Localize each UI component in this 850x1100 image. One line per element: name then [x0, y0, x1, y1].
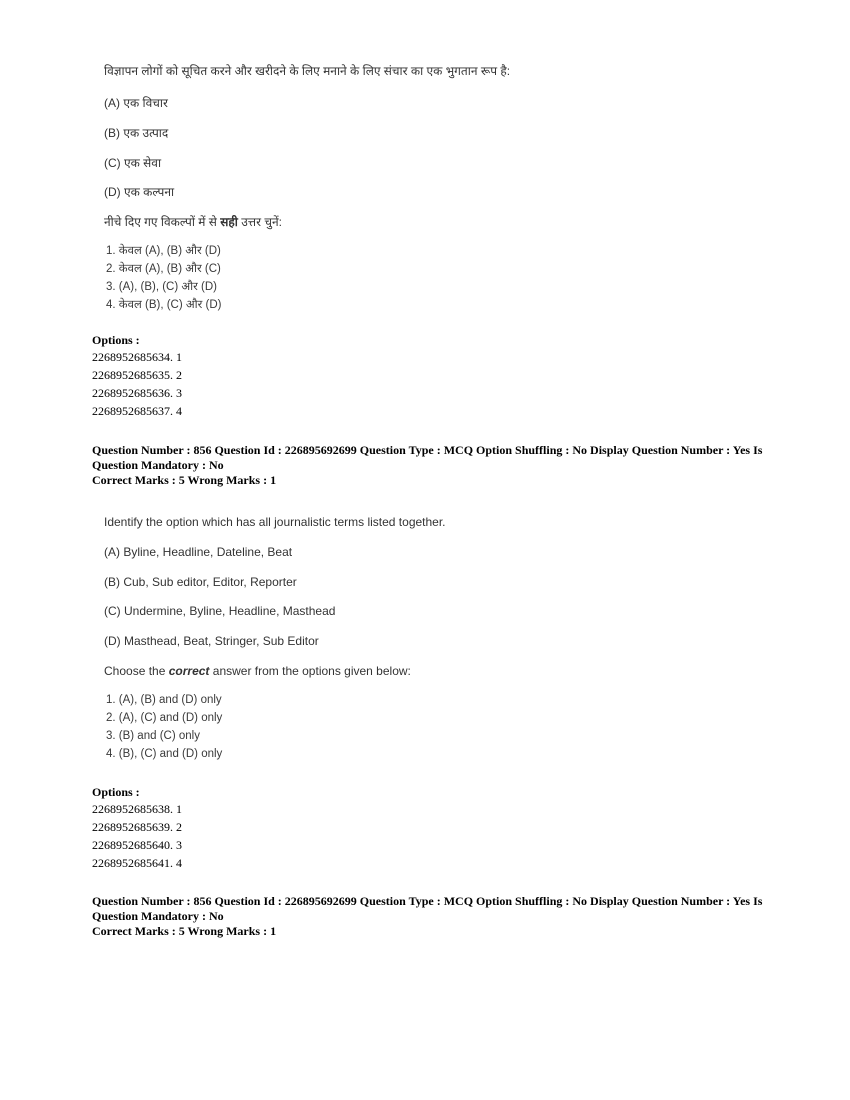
- question-1-option-1: 1. केवल (A), (B) और (D): [106, 245, 221, 257]
- instruction-pre: नीचे दिए गए विकल्पों में से: [104, 215, 217, 229]
- option-id-row: 2268952685641. 4: [92, 856, 182, 870]
- question-1-option-4: 4. केवल (B), (C) और (D): [106, 299, 222, 311]
- option-id-row: 2268952685638. 1: [92, 802, 182, 816]
- question-2-choice-d: (D) Masthead, Beat, Stringer, Sub Editor: [104, 634, 319, 648]
- option-id-row: 2268952685637. 4: [92, 404, 182, 418]
- instruction-pre: Choose the: [104, 664, 166, 678]
- question-1-choice-b: (B) एक उत्पाद: [104, 126, 169, 140]
- question-meta-1: [92, 443, 772, 488]
- question-1-option-3: 3. (A), (B), (C) और (D): [106, 281, 218, 293]
- instruction-post: उत्तर चुनें:: [241, 215, 282, 229]
- instruction-bold: correct: [168, 664, 210, 678]
- question-2-choice-c: (C) Undermine, Byline, Headline, Masthead: [104, 604, 336, 618]
- option-id-row: 2268952685640. 3: [92, 838, 182, 852]
- question-1-option-2: 2. केवल (A), (B) और (C): [106, 263, 221, 275]
- question-2-option-2: 2. (A), (C) and (D) only: [106, 712, 223, 724]
- question-2-choice-a: (A) Byline, Headline, Dateline, Beat: [104, 545, 293, 559]
- meta-line: Question Number : 856 Question Id : 226895692699 Question Type : MCQ Option Shuffling : No Display Question Number : Yes Is: [92, 443, 763, 457]
- option-id-row: 2268952685634. 1: [92, 350, 182, 364]
- question-2-option-1: 1. (A), (B) and (D) only: [106, 694, 222, 706]
- instruction-bold: सही: [220, 215, 238, 229]
- question-1-choice-c: (C) एक सेवा: [104, 156, 162, 170]
- meta-line: Question Number : 856 Question Id : 226895692699 Question Type : MCQ Option Shuffling : No Display Question Number : Yes Is: [92, 894, 763, 908]
- meta-line: Question Mandatory : No: [92, 909, 224, 923]
- options-title: Options :: [92, 785, 140, 799]
- options-block-1: [92, 333, 182, 420]
- instruction-post: answer from the options given below:: [212, 664, 411, 678]
- meta-line: Correct Marks : 5 Wrong Marks : 1: [92, 473, 277, 487]
- question-1-instruction: [104, 213, 282, 230]
- question-2-stem: Identify the option which has all journalistic terms listed together.: [104, 515, 446, 529]
- question-2-option-3: 3. (B) and (C) only: [106, 730, 200, 742]
- option-id-row: 2268952685639. 2: [92, 820, 182, 834]
- options-block-2: [92, 785, 182, 872]
- option-id-row: 2268952685635. 2: [92, 368, 182, 382]
- question-1-stem: विज्ञापन लोगों को सूचित करने और खरीदने के लिए मनाने के लिए संचार का एक भुगतान रूप है:: [104, 64, 511, 78]
- meta-line: Correct Marks : 5 Wrong Marks : 1: [92, 924, 277, 938]
- question-2-instruction: [104, 664, 411, 678]
- question-meta-2: [92, 894, 772, 939]
- meta-line: Question Mandatory : No: [92, 458, 224, 472]
- option-id-row: 2268952685636. 3: [92, 386, 182, 400]
- question-2-option-4: 4. (B), (C) and (D) only: [106, 748, 223, 760]
- question-2-choice-b: (B) Cub, Sub editor, Editor, Reporter: [104, 575, 297, 589]
- options-title: Options :: [92, 333, 140, 347]
- question-1-choice-d: (D) एक कल्पना: [104, 185, 175, 199]
- question-1-choice-a: (A) एक विचार: [104, 96, 168, 110]
